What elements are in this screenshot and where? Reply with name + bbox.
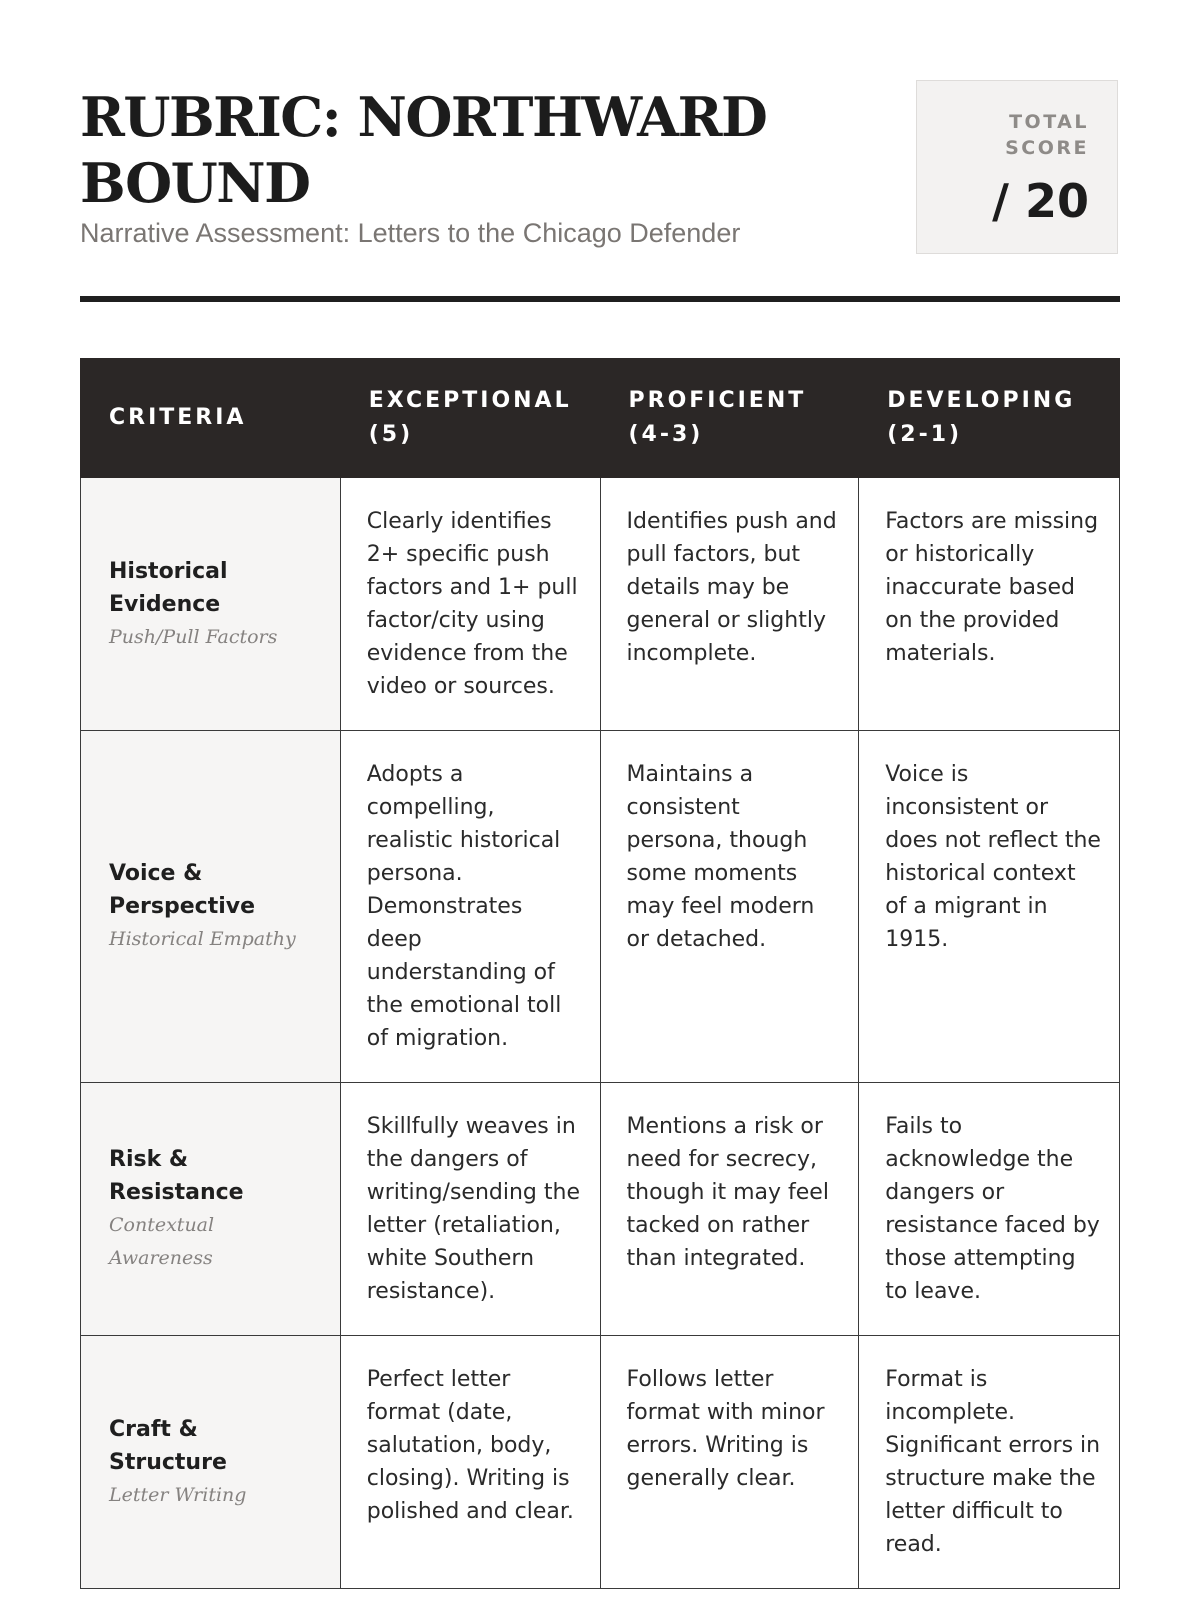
rubric-header-row	[81, 359, 1120, 478]
criterion-cell	[81, 478, 341, 731]
total-score-value: / 20	[992, 174, 1089, 228]
header-divider	[80, 296, 1120, 302]
page-title: RUBRIC: NORTHWARD BOUND	[80, 85, 767, 215]
criterion-name: Historical Evidence	[109, 558, 228, 617]
criterion-focus: Contextual Awareness	[109, 1214, 215, 1269]
total-score-box	[916, 80, 1118, 254]
proficient-cell: Follows letter format with minor errors. Writing is generally clear.	[600, 1336, 859, 1589]
criterion-cell	[81, 1336, 341, 1589]
column-header-exceptional: EXCEPTIONAL (5)	[340, 359, 600, 478]
table-row	[81, 1083, 1120, 1336]
page-subtitle: Narrative Assessment: Letters to the Chicago Defender	[80, 218, 741, 248]
table-row	[81, 1336, 1120, 1589]
proficient-cell: Maintains a consistent persona, though some moments may feel modern or detached.	[600, 731, 859, 1083]
exceptional-cell: Perfect letter format (date, salutation, body, closing). Writing is polished and clear.	[340, 1336, 600, 1589]
exceptional-cell: Skillfully weaves in the dangers of writing/sending the letter (retaliation, white Southern resistance).	[340, 1083, 600, 1336]
exceptional-cell: Adopts a compelling, realistic historical persona. Demonstrates deep understanding of the emotional toll of migration.	[340, 731, 600, 1083]
criterion-name: Craft & Structure	[109, 1416, 227, 1475]
page-header	[80, 80, 1120, 270]
exceptional-cell: Clearly identifies 2+ specific push factors and 1+ pull factor/city using evidence from the video or sources.	[340, 478, 600, 731]
criterion-name: Risk & Resistance	[109, 1147, 244, 1205]
proficient-cell: Identifies push and pull factors, but details may be general or slightly incomplete.	[600, 478, 859, 731]
criterion-focus: Historical Empathy	[109, 928, 296, 950]
proficient-cell: Mentions a risk or need for secrecy, though it may feel tacked on rather than integrated.	[600, 1083, 859, 1336]
table-row	[81, 478, 1120, 731]
column-header-criteria: CRITERIA	[81, 359, 341, 478]
developing-cell: Voice is inconsistent or does not reflect the historical context of a migrant in 1915.	[859, 731, 1120, 1083]
developing-cell: Fails to acknowledge the dangers or resistance faced by those attempting to leave.	[859, 1083, 1120, 1336]
rubric-table	[80, 358, 1120, 1589]
criterion-name: Voice & Perspective	[109, 861, 256, 919]
criterion-focus: Letter Writing	[109, 1483, 247, 1506]
criterion-cell	[81, 1083, 341, 1336]
criterion-cell	[81, 731, 341, 1083]
column-header-developing: DEVELOPING (2-1)	[859, 359, 1120, 478]
criterion-focus: Push/Pull Factors	[109, 625, 278, 648]
developing-cell: Format is incomplete. Significant errors in structure make the letter difficult to read.	[859, 1336, 1120, 1589]
column-header-proficient: PROFICIENT (4-3)	[600, 359, 859, 478]
total-score-label: TOTAL SCORE	[1005, 111, 1089, 159]
developing-cell: Factors are missing or historically inaccurate based on the provided materials.	[859, 478, 1120, 731]
rubric-page	[80, 80, 1120, 1557]
table-row	[81, 731, 1120, 1083]
